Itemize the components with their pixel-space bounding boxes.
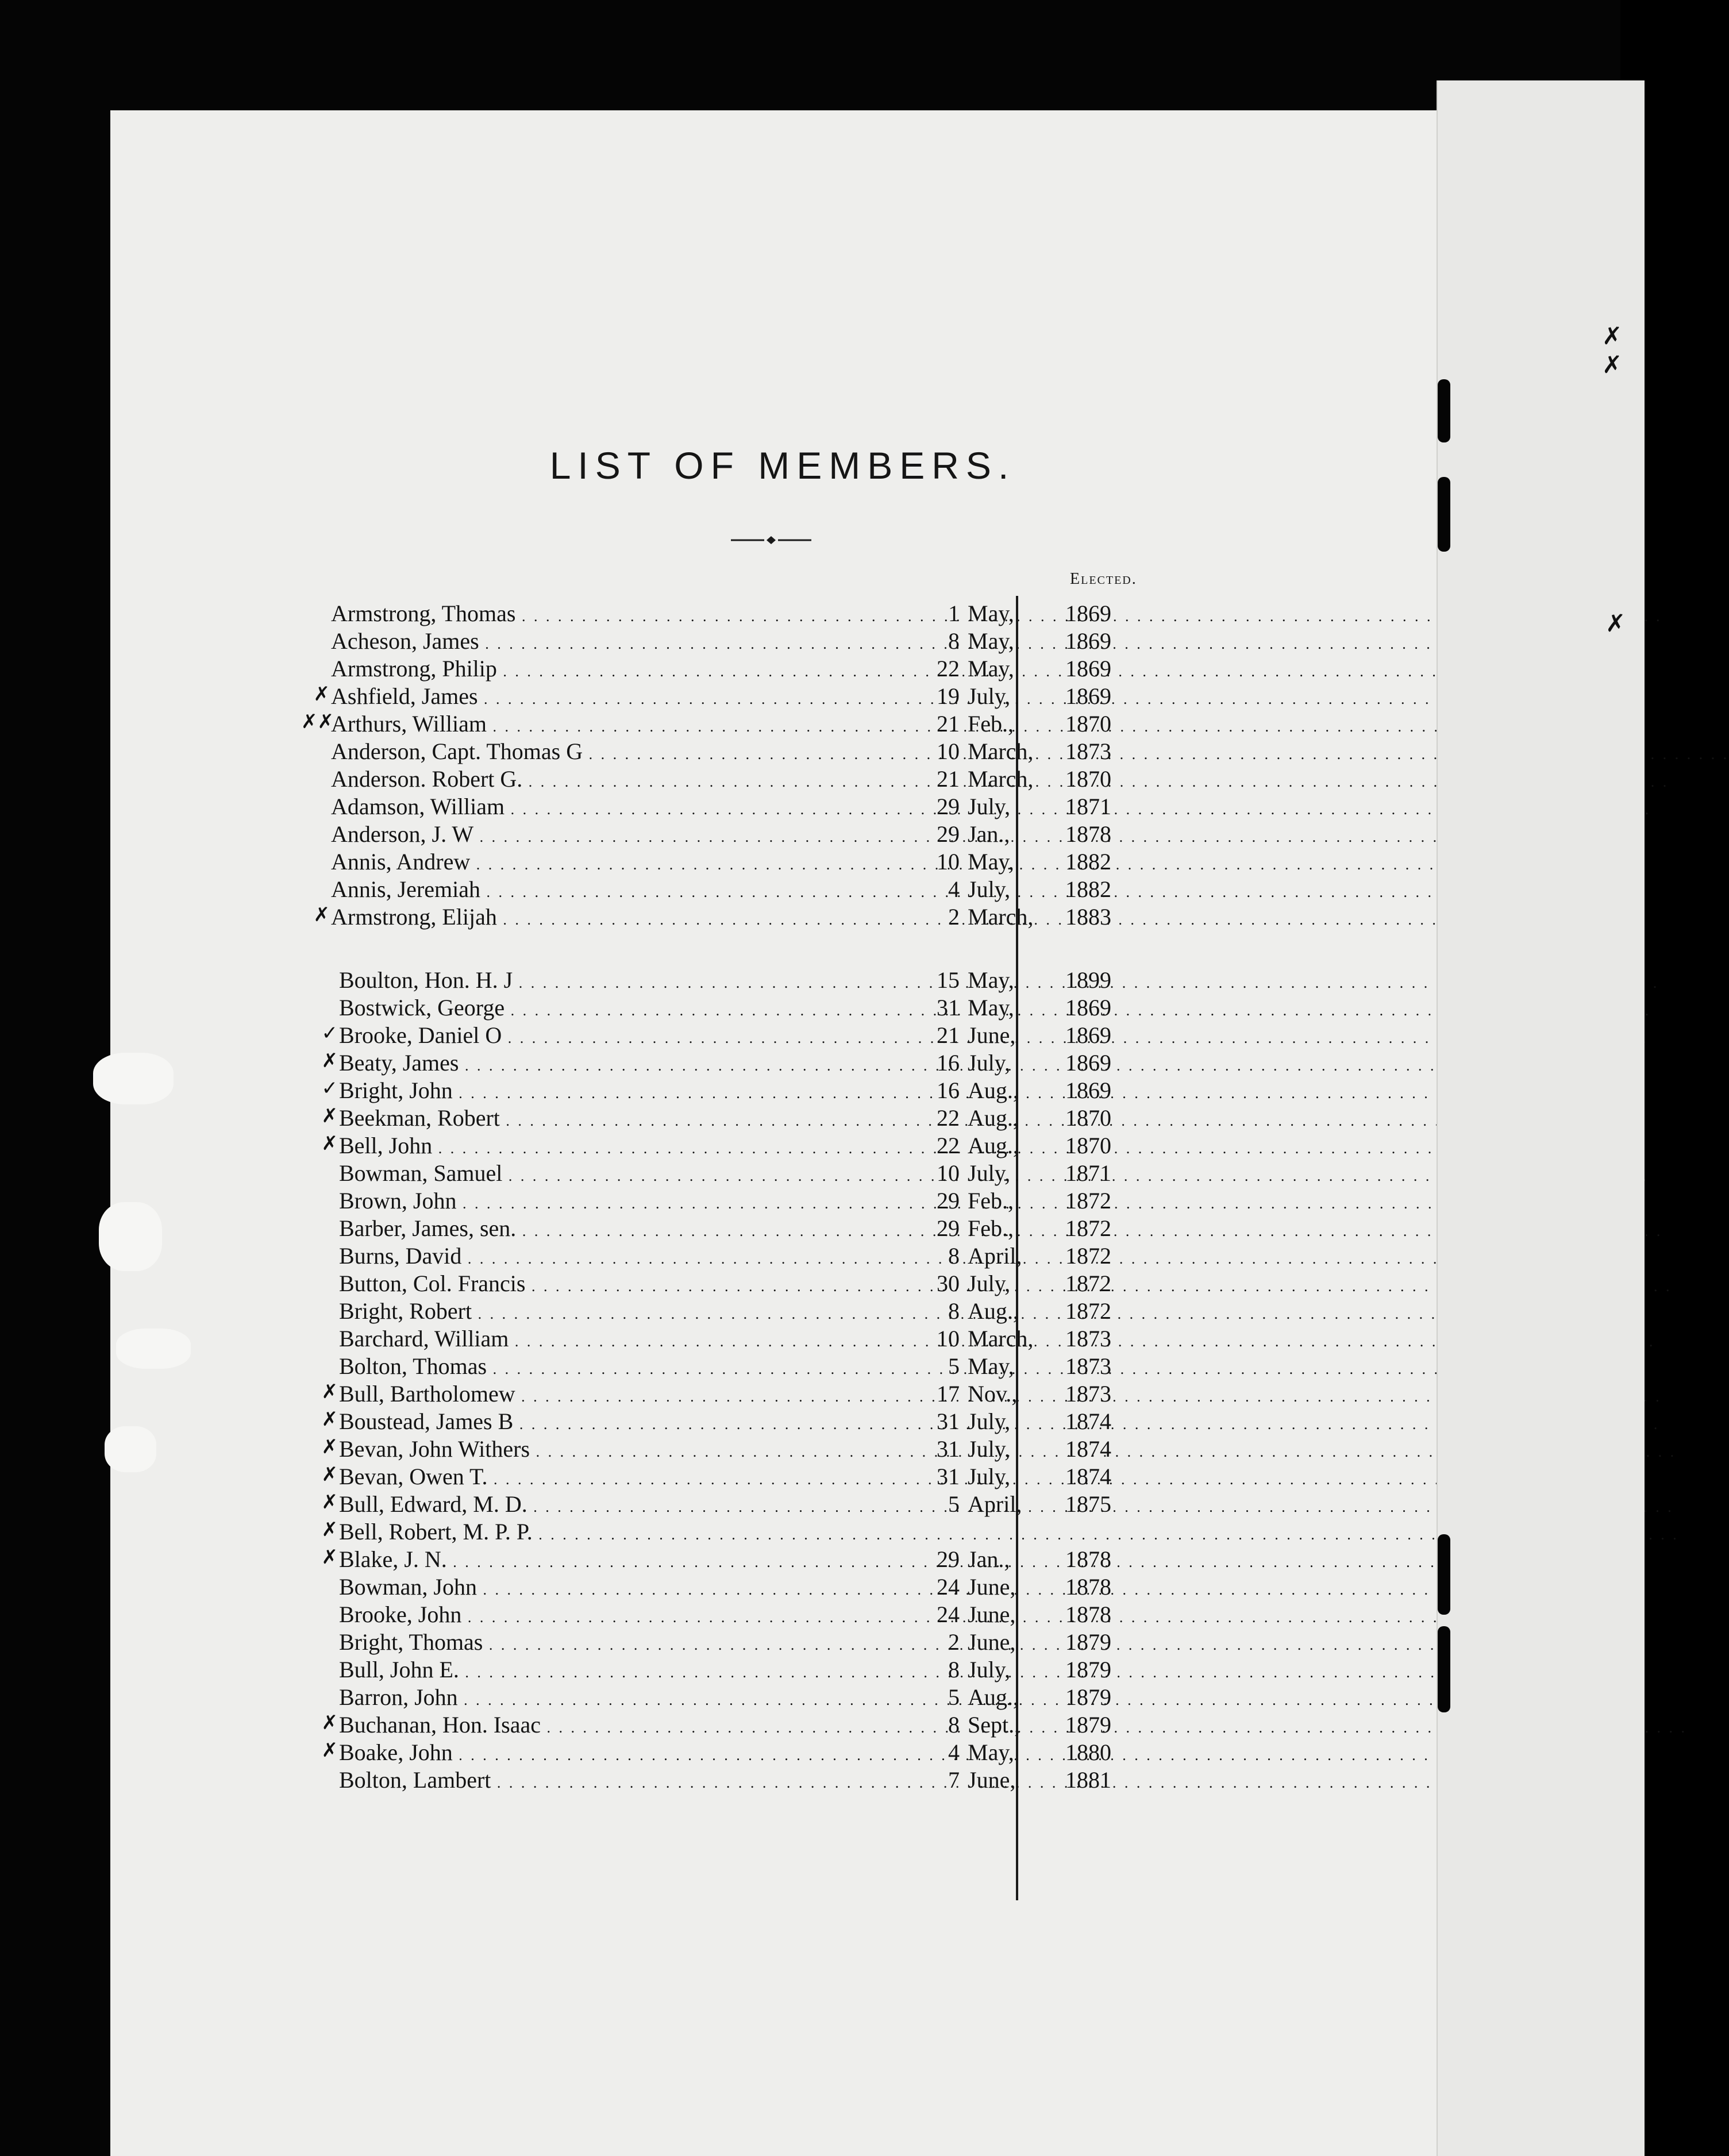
margin-mark: ✗ [1605,609,1626,637]
elected-year: 1883 [1065,904,1111,930]
member-name: Burns, David . . . [339,1242,886,1269]
member-name: Bolton, Thomas . . . [339,1353,886,1380]
elected-date [924,1628,1119,1656]
elected-date [924,793,1119,820]
member-row [110,1518,1087,1546]
elected-month: June, [968,1574,1016,1600]
elected-day: 8 [948,1712,960,1738]
elected-year: 1870 [1065,1133,1111,1158]
elected-day: 8 [948,1243,960,1269]
elected-month: Feb., [968,1188,1014,1214]
elected-date [924,1380,1119,1407]
member-row [110,738,1111,765]
elected-month: May, [968,1353,1014,1379]
member-name: Barber, James, sen. . . . [339,1215,886,1242]
member-row [110,1435,1111,1463]
elected-date [924,600,1119,627]
member-row [110,765,1111,793]
elected-date [924,710,1119,737]
elected-month: July, [968,683,1011,709]
member-row [110,1739,1111,1766]
elected-day: 31 [937,1408,960,1434]
elected-day: 29 [937,1546,960,1572]
elected-year: 1872 [1065,1298,1111,1324]
elected-date [924,1187,1119,1214]
elected-year: 1882 [1065,849,1111,875]
elected-date [924,967,1119,994]
elected-day: 4 [948,876,960,902]
elected-year: 1870 [1065,711,1111,737]
member-name: Bevan, John Withers . . . [339,1435,886,1462]
elected-date [924,738,1119,765]
elected-month: March, [968,738,1034,764]
member-row [110,655,1111,683]
elected-month: Nov., [968,1381,1018,1407]
elected-day: 17 [937,1381,960,1407]
elected-day: 5 [948,1353,960,1379]
elected-year: 1869 [1065,683,1111,709]
elected-day: 5 [948,1684,960,1710]
elected-date [924,1463,1119,1490]
margin-mark: ✗ [321,1546,338,1569]
elected-month: March, [968,1326,1034,1352]
elected-day: 5 [948,1491,960,1517]
title-ornament [731,534,811,546]
elected-year: 1869 [1065,628,1111,654]
elected-month: May, [968,656,1014,682]
elected-year: 1869 [1065,656,1111,682]
member-row [110,1022,1111,1049]
document-page [110,110,1455,2156]
member-row [110,1711,1111,1739]
member-name: Beekman, Robert . . . [339,1104,886,1131]
member-row [110,848,1111,876]
elected-date [924,1656,1119,1683]
elected-date [924,1601,1119,1628]
elected-date [924,1242,1119,1269]
elected-month: April, [968,1243,1022,1269]
elected-year: 1879 [1065,1657,1111,1683]
member-name: Armstrong, Philip . . . [331,655,886,682]
elected-day: 15 [937,967,960,993]
member-name: Buchanan, Hon. Isaac . . . [339,1711,886,1738]
member-row [110,1766,1111,1794]
member-name: Bowman, Samuel . . . [339,1160,886,1187]
elected-year: 1871 [1065,794,1111,819]
elected-month: March, [968,766,1034,792]
elected-month: July, [968,1270,1011,1296]
elected-day: 10 [937,1326,960,1352]
member-row [110,1298,1111,1325]
elected-month: July, [968,1464,1011,1489]
member-name: Brooke, Daniel O . . . [339,1022,886,1049]
elected-month: Aug., [968,1133,1019,1158]
member-row [110,1160,1111,1187]
margin-mark: ✗ [1602,322,1623,350]
member-row [110,683,1111,710]
binding-mark [1438,1534,1450,1615]
margin-mark: ✗ [321,1380,338,1403]
elected-month: July, [968,1408,1011,1434]
elected-day: 16 [937,1050,960,1076]
elected-year: 1872 [1065,1215,1111,1241]
elected-year: 1870 [1065,766,1111,792]
elected-date [924,655,1119,682]
elected-day: 21 [937,766,960,792]
member-row [110,1546,1111,1573]
elected-year: 1872 [1065,1188,1111,1214]
elected-year: 1878 [1065,1601,1111,1627]
member-name: Beaty, James . . . [339,1049,886,1076]
adjacent-page [1437,80,1645,2156]
elected-date [924,1766,1119,1793]
elected-day: 30 [937,1270,960,1296]
elected-date [924,683,1119,710]
member-row [110,1684,1111,1711]
elected-day: 1 [948,600,960,626]
elected-day: 21 [937,711,960,737]
member-name: Bull, John E. . . . [339,1656,886,1683]
elected-month: Aug., [968,1105,1019,1131]
member-row [110,1077,1111,1104]
elected-year: 1869 [1065,995,1111,1021]
elected-year: 1878 [1065,821,1111,847]
elected-month: June, [968,1767,1016,1793]
elected-day: 31 [937,1436,960,1462]
elected-year: 1873 [1065,1353,1111,1379]
elected-month: Jan., [968,821,1010,847]
elected-month: Aug., [968,1684,1019,1710]
elected-month: May, [968,628,1014,654]
elected-month: July, [968,1657,1011,1683]
elected-date [924,903,1119,930]
binding-mark [1438,477,1450,552]
member-row [110,1573,1111,1601]
member-name: Bostwick, George . . . [339,994,886,1021]
elected-date [924,1104,1119,1131]
elected-day: 10 [937,1160,960,1186]
elected-date [924,1684,1119,1711]
member-name: Bull, Bartholomew . . . [339,1380,886,1407]
elected-day: 7 [948,1767,960,1793]
elected-day: 22 [937,656,960,682]
member-name: Bright, Robert . . . [339,1298,886,1325]
elected-date [924,1160,1119,1187]
member-row [110,1463,1111,1491]
margin-mark: ✗ [313,683,330,706]
member-row [110,821,1111,848]
member-row [110,994,1111,1022]
member-row [110,1408,1111,1435]
member-row [110,1270,1111,1298]
member-name: Bevan, Owen T. . . . [339,1463,886,1490]
member-name: Armstrong, Thomas . . . [331,600,886,627]
elected-day: 31 [937,995,960,1021]
elected-day: 10 [937,849,960,875]
elected-day: 10 [937,738,960,764]
member-row [110,627,1111,655]
margin-mark: ✗ [321,1132,338,1155]
margin-mark: ✗ [321,1049,338,1072]
member-name: Annis, Jeremiah . . . [331,876,886,903]
margin-mark: ✗ [321,1463,338,1486]
member-row [110,793,1111,821]
elected-month: June, [968,1629,1016,1655]
member-name: Bright, Thomas . . . [339,1628,886,1656]
member-row [110,1601,1111,1628]
member-name: Boustead, James B . . . [339,1408,886,1435]
elected-month: May, [968,600,1014,626]
elected-date [924,1298,1119,1325]
elected-day: 2 [948,904,960,930]
member-row [110,1380,1111,1408]
elected-month: Feb., [968,711,1014,737]
member-row [110,1242,1111,1270]
margin-mark: ✗ [321,1739,338,1762]
elected-year: 1869 [1065,1077,1111,1103]
elected-month: Aug., [968,1298,1019,1324]
member-name: Armstrong, Elijah . . . [331,903,886,930]
member-name: Brooke, John . . . [339,1601,886,1628]
member-row [110,967,1111,994]
elected-month: July, [968,794,1011,819]
margin-mark: ✗ [321,1408,338,1431]
member-name: Bright, John . . . [339,1077,886,1104]
elected-year: 1899 [1065,967,1111,993]
elected-day: 24 [937,1574,960,1600]
elected-day: 24 [937,1601,960,1627]
elected-day: 29 [937,794,960,819]
elected-date [924,848,1119,875]
elected-date [924,1435,1119,1462]
member-name: Acheson, James . . . [331,627,886,654]
elected-day: 29 [937,1188,960,1214]
elected-date [924,821,1119,848]
elected-year: 1878 [1065,1546,1111,1572]
elected-month: May, [968,995,1014,1021]
elected-day: 31 [937,1464,960,1489]
elected-month: Jan., [968,1546,1010,1572]
elected-date [924,1739,1119,1766]
elected-date [924,1546,1119,1573]
elected-year: 1874 [1065,1408,1111,1434]
margin-mark: ✗ [321,1711,338,1734]
elected-date [924,1077,1119,1104]
member-row [110,1353,1111,1380]
elected-year: 1871 [1065,1160,1111,1186]
elected-day: 8 [948,1298,960,1324]
margin-mark: ✗ [321,1435,338,1458]
elected-year: 1879 [1065,1684,1111,1710]
elected-date [924,1270,1119,1297]
elected-date [924,1518,1119,1545]
elected-year: 1882 [1065,876,1111,902]
elected-month: Feb., [968,1215,1014,1241]
elected-day: 2 [948,1629,960,1655]
elected-month: Aug., [968,1077,1019,1103]
member-row [110,1628,1111,1656]
member-row [110,1187,1111,1215]
elected-month: May, [968,1739,1014,1765]
member-row [110,1132,1111,1160]
member-name: Ashfield, James . . . [331,683,886,710]
elected-date [924,1049,1119,1076]
elected-month: Sept., [968,1712,1021,1738]
elected-day: 29 [937,1215,960,1241]
elected-date [924,876,1119,903]
margin-mark: ✗ [321,1104,338,1127]
elected-month: April, [968,1491,1022,1517]
member-name: Arthurs, William . . . [331,710,886,737]
member-name: Boulton, Hon. H. J . . . [339,967,886,994]
elected-date [924,1325,1119,1352]
elected-year: 1869 [1065,1022,1111,1048]
elected-date [924,1491,1119,1518]
elected-day: 21 [937,1022,960,1048]
elected-column-header: Elected. [1070,570,1137,588]
elected-year: 1881 [1065,1767,1111,1793]
elected-month: July, [968,1160,1011,1186]
elected-day: 19 [937,683,960,709]
elected-day: 29 [937,821,960,847]
elected-year: 1873 [1065,1326,1111,1352]
elected-day: 22 [937,1105,960,1131]
binding-mark [1438,379,1450,442]
member-name: Bowman, John . . . [339,1573,886,1600]
elected-date [924,1132,1119,1159]
elected-year: 1875 [1065,1491,1111,1517]
member-name: Boake, John . . . [339,1739,886,1766]
elected-year: 1878 [1065,1574,1111,1600]
elected-year: 1869 [1065,1050,1111,1076]
elected-day: 8 [948,1657,960,1683]
margin-mark: ✗ [1602,351,1623,379]
member-name: Barron, John . . . [339,1684,886,1711]
elected-date [924,1573,1119,1600]
member-row [110,600,1111,627]
elected-date [924,765,1119,792]
elected-day: 8 [948,628,960,654]
member-name: Bolton, Lambert . . . [339,1766,886,1793]
member-row [110,1325,1111,1353]
member-row [110,710,1111,738]
elected-month: May, [968,849,1014,875]
elected-date [924,627,1119,654]
elected-month: July, [968,1050,1011,1076]
margin-mark: ✓ [321,1022,338,1045]
elected-year: 1879 [1065,1629,1111,1655]
member-row [110,1104,1111,1132]
member-name: Bell, Robert, M. P. P. . . . [339,1518,886,1545]
margin-mark: ✗ [313,903,330,926]
member-row [110,1049,1111,1077]
elected-year: 1872 [1065,1270,1111,1296]
elected-day: 16 [937,1077,960,1103]
elected-year: 1873 [1065,1381,1111,1407]
elected-day: 22 [937,1133,960,1158]
elected-year: 1879 [1065,1712,1111,1738]
binding-mark [1438,1626,1450,1712]
elected-date [924,1408,1119,1435]
member-name: Anderson, J. W . . . [331,821,886,848]
member-name: Bell, John . . . [339,1132,886,1159]
member-row [110,1491,1111,1518]
elected-date [924,994,1119,1021]
elected-month: June, [968,1022,1016,1048]
member-row [110,1656,1111,1684]
elected-year: 1874 [1065,1464,1111,1489]
elected-year: 1880 [1065,1739,1111,1765]
page-title: LIST OF MEMBERS. [549,444,1016,487]
elected-month: June, [968,1601,1016,1627]
member-row [110,903,1111,931]
margin-mark: ✗✗ [301,710,334,733]
margin-mark: ✗ [321,1518,338,1541]
member-name: Anderson. Robert G. . . . [331,765,886,792]
elected-day: 4 [948,1739,960,1765]
margin-mark: ✗ [321,1491,338,1514]
member-name: Bull, Edward, M. D. . . . [339,1491,886,1518]
member-name: Button, Col. Francis . . . [339,1270,886,1297]
margin-mark: ✓ [321,1077,338,1100]
elected-month: July, [968,1436,1011,1462]
elected-month: May, [968,967,1014,993]
elected-year: 1872 [1065,1243,1111,1269]
member-name: Anderson, Capt. Thomas G . . . [331,738,886,765]
elected-month: July, [968,876,1011,902]
elected-date [924,1022,1119,1049]
elected-year: 1870 [1065,1105,1111,1131]
elected-year: 1869 [1065,600,1111,626]
elected-month: March, [968,904,1034,930]
elected-date [924,1353,1119,1380]
member-row [110,1215,1111,1242]
elected-date [924,1711,1119,1738]
member-name: Annis, Andrew . . . [331,848,886,875]
elected-year: 1874 [1065,1436,1111,1462]
elected-date [924,1215,1119,1242]
member-name: Barchard, William . . . [339,1325,886,1352]
member-name: Adamson, William . . . [331,793,886,820]
member-name: Brown, John . . . [339,1187,886,1214]
member-row [110,876,1111,903]
elected-year: 1873 [1065,738,1111,764]
member-name: Blake, J. N. . . . [339,1546,886,1573]
